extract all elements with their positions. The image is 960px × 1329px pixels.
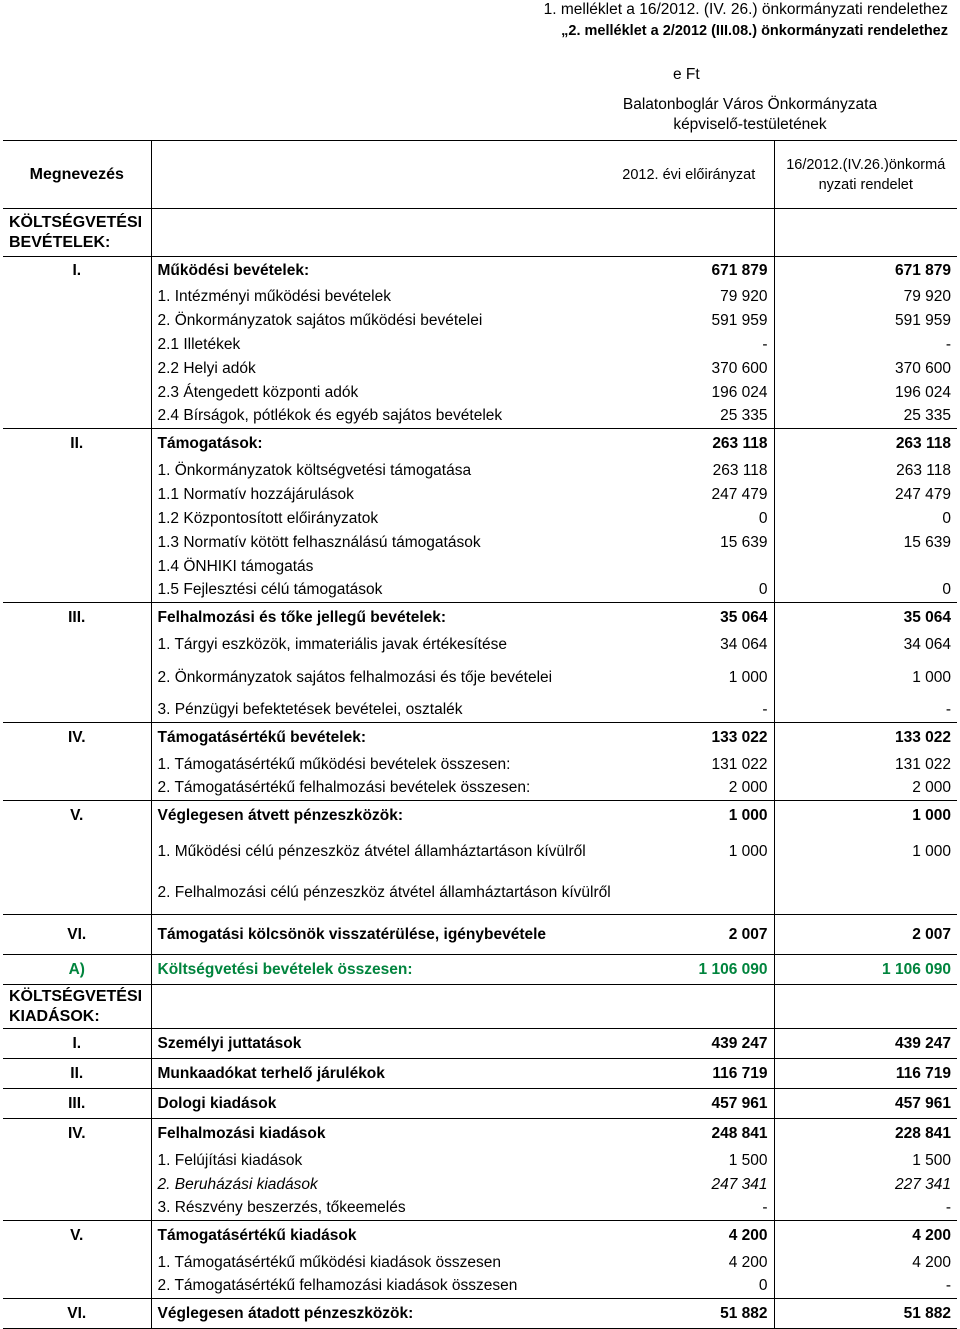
row-value-plan: 591 959 — [711, 311, 768, 329]
line-item-row — [3, 309, 957, 333]
row-value-plan: 1 500 — [728, 1151, 768, 1169]
row-code: III. — [3, 1089, 151, 1119]
line-item-row — [3, 459, 957, 483]
line-item-row — [3, 531, 957, 555]
row-code: II. — [3, 1059, 151, 1089]
row-label: Felhalmozási és tőke jellegű bevételek: — [151, 603, 604, 633]
row-label: 1. Felújítási kiadások — [151, 1149, 604, 1173]
row-value-plan: 79 920 — [720, 287, 768, 305]
line-item-row — [3, 483, 957, 507]
row-value-plan: 439 247 — [604, 1029, 774, 1059]
row-value-decree: 2 000 — [774, 777, 957, 801]
row-label: 1. Támogatásértékű működési kiadások összesen — [151, 1251, 604, 1275]
row-code — [3, 555, 151, 579]
row-value-plan: 25 335 — [720, 407, 768, 425]
row-value-decree: 35 064 — [774, 603, 957, 633]
row-code — [3, 357, 151, 381]
row-label: 1.2 Központosított előirányzatok — [151, 507, 604, 531]
line-item-row — [3, 873, 957, 915]
row-value-plan: 263 118 — [604, 429, 774, 459]
row-label: 1. Intézményi működési bevételek — [151, 285, 604, 309]
row-code: III. — [3, 603, 151, 633]
row-code — [3, 1149, 151, 1173]
row-value-plan: 116 719 — [604, 1059, 774, 1089]
row-code: IV. — [3, 723, 151, 753]
row-code — [3, 873, 151, 915]
column-header-row — [3, 141, 957, 209]
row-code — [3, 777, 151, 801]
row-value-decree: 4 200 — [774, 1251, 957, 1275]
row-value-plan: 133 022 — [604, 723, 774, 753]
row-value-decree: 25 335 — [774, 405, 957, 429]
row-value-plan: 0 — [758, 1277, 768, 1295]
row-label: Működési bevételek: — [151, 257, 604, 285]
line-item-row — [3, 753, 957, 777]
row-value-plan: 247 479 — [711, 485, 768, 503]
row-label: 1. Önkormányzatok költségvetési támogatása — [151, 459, 604, 483]
row-code: VI. — [3, 915, 151, 955]
group-row — [3, 955, 957, 985]
row-value-plan: 4 200 — [604, 1221, 774, 1251]
row-value-decree — [774, 873, 957, 915]
line-item-row — [3, 579, 957, 603]
row-label: 2. Önkormányzatok sajátos felhalmozási és tője bevételei — [151, 657, 604, 699]
row-value-plan: 2 007 — [604, 915, 774, 955]
row-value-plan: 51 882 — [604, 1299, 774, 1329]
line-item-row — [3, 657, 957, 699]
row-code: V. — [3, 1221, 151, 1251]
group-row — [3, 603, 957, 633]
row-value-decree: - — [774, 699, 957, 723]
row-label: Dologi kiadások — [151, 1089, 604, 1119]
annex-title: 1. melléklet a 16/2012. (IV. 26.) önkormányzati rendelethez — [543, 1, 948, 18]
row-value-decree — [774, 555, 957, 579]
row-value-decree: 131 022 — [774, 753, 957, 777]
row-value-decree: 1 000 — [774, 801, 957, 831]
row-value-decree: 196 024 — [774, 381, 957, 405]
row-label: 2.3 Átengedett központi adók — [151, 381, 604, 405]
row-value-decree: 0 — [774, 579, 957, 603]
row-label: Véglegesen átadott pénzeszközök: — [151, 1299, 604, 1329]
row-label: Munkaadókat terhelő járulékok — [151, 1059, 604, 1089]
line-item-row — [3, 777, 957, 801]
row-label: Támogatásértékű bevételek: — [151, 723, 604, 753]
row-value-plan: 2 000 — [728, 779, 768, 797]
row-value-plan: 0 — [758, 509, 768, 527]
row-value-decree: 4 200 — [774, 1221, 957, 1251]
row-value-decree: - — [774, 1275, 957, 1299]
row-label: Véglegesen átvett pénzeszközök: — [151, 801, 604, 831]
row-code — [3, 285, 151, 309]
org-body: képviselő-testületének — [673, 116, 827, 133]
row-code: VI. — [3, 1299, 151, 1329]
row-label: 3. Részvény beszerzés, tőkeemelés — [151, 1197, 604, 1221]
row-value-decree: 591 959 — [774, 309, 957, 333]
row-value-decree: 1 500 — [774, 1149, 957, 1173]
row-value-plan: 457 961 — [604, 1089, 774, 1119]
row-code: II. — [3, 429, 151, 459]
line-item-row — [3, 357, 957, 381]
group-row — [3, 429, 957, 459]
line-item-row — [3, 1275, 957, 1299]
line-item-row — [3, 285, 957, 309]
col-header-decree-1: 16/2012.(IV.26.)önkormá — [786, 156, 946, 173]
group-row — [3, 1221, 957, 1251]
line-item-row — [3, 381, 957, 405]
row-value-decree: 439 247 — [774, 1029, 957, 1059]
row-value-plan: - — [762, 701, 768, 719]
group-row — [3, 915, 957, 955]
row-code: I. — [3, 1029, 151, 1059]
col-header-plan: 2012. évi előirányzat — [604, 141, 774, 209]
row-value-plan: 247 341 — [711, 1175, 768, 1193]
row-label: Költségvetési bevételek összesen: — [151, 955, 604, 985]
section-title: KÖLTSÉGVETÉSI BEVÉTELEK: — [3, 209, 151, 257]
line-item-row — [3, 507, 957, 531]
row-value-decree: 79 920 — [774, 285, 957, 309]
row-value-decree: 15 639 — [774, 531, 957, 555]
row-value-plan: 35 064 — [604, 603, 774, 633]
row-value-plan: 131 022 — [711, 755, 768, 773]
row-label: 2.1 Illetékek — [151, 333, 604, 357]
row-value-decree: 0 — [774, 507, 957, 531]
group-row — [3, 1059, 957, 1089]
row-value-decree: 133 022 — [774, 723, 957, 753]
row-value-plan: 1 106 090 — [604, 955, 774, 985]
group-row — [3, 801, 957, 831]
row-value-plan: 34 064 — [720, 635, 768, 653]
row-value-plan — [604, 555, 774, 579]
row-value-decree: 116 719 — [774, 1059, 957, 1089]
group-row — [3, 723, 957, 753]
row-value-decree: - — [774, 333, 957, 357]
group-row — [3, 257, 957, 285]
col-header-decree-2: nyzati rendelet — [818, 176, 913, 193]
row-value-decree: 34 064 — [774, 633, 957, 657]
row-label: 1.3 Normatív kötött felhasználású támogatások — [151, 531, 604, 555]
row-value-decree: 227 341 — [774, 1173, 957, 1197]
row-value-plan: 4 200 — [728, 1253, 768, 1271]
row-code — [3, 507, 151, 531]
annex-subtitle: „2. melléklet a 2/2012 (III.08.) önkormányzati rendelethez — [561, 23, 948, 39]
row-value-plan: 263 118 — [712, 461, 768, 479]
row-label: Személyi juttatások — [151, 1029, 604, 1059]
row-code: I. — [3, 257, 151, 285]
row-code — [3, 753, 151, 777]
row-value-decree: 1 000 — [774, 657, 957, 699]
row-label: Támogatásértékű kiadások — [151, 1221, 604, 1251]
row-code — [3, 699, 151, 723]
row-code — [3, 309, 151, 333]
row-code — [3, 657, 151, 699]
row-label: 2. Önkormányzatok sajátos működési bevételei — [151, 309, 604, 333]
col-header-name: Megnevezés — [3, 141, 151, 209]
row-code — [3, 1173, 151, 1197]
line-item-row — [3, 633, 957, 657]
row-value-decree: 263 118 — [774, 429, 957, 459]
row-label: Támogatások: — [151, 429, 604, 459]
row-label: 1. Tárgyi eszközök, immateriális javak értékesítése — [151, 633, 604, 657]
row-label: 2. Felhalmozási célú pénzeszköz átvétel államháztartáson kívülről — [151, 873, 604, 915]
row-value-plan: 196 024 — [711, 383, 768, 401]
row-label: 1.1 Normatív hozzájárulások — [151, 483, 604, 507]
row-code — [3, 333, 151, 357]
row-code — [3, 633, 151, 657]
row-code — [3, 831, 151, 873]
row-value-plan: 671 879 — [604, 257, 774, 285]
row-code: A) — [3, 955, 151, 985]
line-item-row — [3, 1173, 957, 1197]
row-value-decree: 1 000 — [774, 831, 957, 873]
section-header-row — [3, 985, 957, 1029]
row-code — [3, 1197, 151, 1221]
row-code — [3, 381, 151, 405]
row-code — [3, 531, 151, 555]
group-row — [3, 1089, 957, 1119]
line-item-row — [3, 405, 957, 429]
row-code: V. — [3, 801, 151, 831]
row-value-decree: 1 106 090 — [774, 955, 957, 985]
budget-table — [3, 140, 957, 1329]
row-label: 2. Beruházási kiadások — [151, 1173, 604, 1197]
unit-label: e Ft — [673, 66, 700, 83]
row-label: 1. Működési célú pénzeszköz átvétel államháztartáson kívülről — [151, 831, 604, 873]
row-code — [3, 483, 151, 507]
row-label: 1. Támogatásértékű működési bevételek összesen: — [151, 753, 604, 777]
row-code — [3, 459, 151, 483]
row-code: IV. — [3, 1119, 151, 1149]
row-value-decree: 51 882 — [774, 1299, 957, 1329]
row-value-plan — [604, 873, 774, 915]
row-label: 2. Támogatásértékű felhamozási kiadások összesen — [151, 1275, 604, 1299]
row-value-decree: 671 879 — [774, 257, 957, 285]
row-label: 1.4 ÖNHIKI támogatás — [151, 555, 604, 579]
row-value-decree: 457 961 — [774, 1089, 957, 1119]
line-item-row — [3, 1197, 957, 1221]
row-value-plan: 1 000 — [728, 668, 768, 686]
row-value-plan: 15 639 — [720, 533, 768, 551]
line-item-row — [3, 555, 957, 579]
org-name: Balatonboglár Város Önkormányzata — [622, 96, 878, 113]
row-code — [3, 1251, 151, 1275]
group-row — [3, 1299, 957, 1329]
row-value-plan: 1 000 — [604, 801, 774, 831]
col-header-decree — [774, 141, 957, 209]
row-label: 1.5 Fejlesztési célú támogatások — [151, 579, 604, 603]
row-value-plan: 0 — [758, 581, 768, 599]
section-title: KÖLTSÉGVETÉSI KIADÁSOK: — [3, 985, 151, 1029]
section-header-row — [3, 209, 957, 257]
line-item-row — [3, 831, 957, 873]
row-code — [3, 579, 151, 603]
row-label: 2.4 Bírságok, pótlékok és egyéb sajátos bevételek — [151, 405, 604, 429]
row-label: 2. Támogatásértékű felhalmozási bevételek összesen: — [151, 777, 604, 801]
group-row — [3, 1119, 957, 1149]
row-label: 3. Pénzügyi befektetések bevételei, osztalék — [151, 699, 604, 723]
line-item-row — [3, 699, 957, 723]
row-value-plan: 248 841 — [604, 1119, 774, 1149]
line-item-row — [3, 1251, 957, 1275]
row-value-plan: - — [762, 1199, 768, 1217]
group-row — [3, 1029, 957, 1059]
row-value-decree: 370 600 — [774, 357, 957, 381]
row-code — [3, 1275, 151, 1299]
row-code — [3, 405, 151, 429]
row-value-decree: 247 479 — [774, 483, 957, 507]
row-value-decree: 228 841 — [774, 1119, 957, 1149]
row-value-decree: 263 118 — [774, 459, 957, 483]
row-value-decree: - — [774, 1197, 957, 1221]
row-value-plan: 1 000 — [728, 842, 768, 860]
row-value-decree: 2 007 — [774, 915, 957, 955]
row-value-plan: 370 600 — [711, 359, 768, 377]
row-value-plan: - — [762, 335, 768, 353]
row-label: 2.2 Helyi adók — [151, 357, 604, 381]
line-item-row — [3, 333, 957, 357]
row-label: Felhalmozási kiadások — [151, 1119, 604, 1149]
row-label: Támogatási kölcsönök visszatérülése, igénybevétele — [151, 915, 604, 955]
line-item-row — [3, 1149, 957, 1173]
